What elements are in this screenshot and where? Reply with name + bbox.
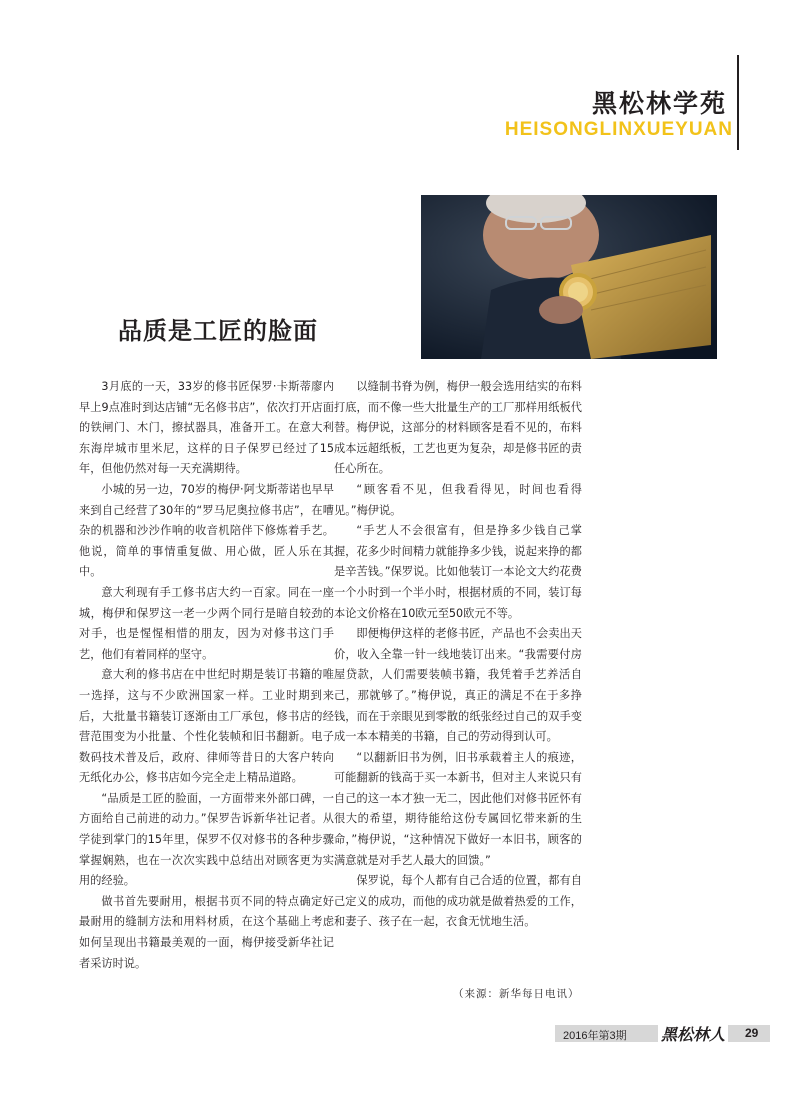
paragraph: “以翻新旧书为例，旧书承载着主人的痕迹，可能翻新的钱高于买一本新书，但对主人来说只有自己的这一本才独一无二，因此他们对修书匠怀有很大的希望，期待能给这份专属回忆带来新的生命，”梅伊说，“这种情况下做好一本旧书，顾客的满意就是对手艺人最大的回馈。”: [334, 750, 582, 867]
paragraph: 小城的另一边，70岁的梅伊·阿戈斯蒂诺也早早来到自己经营了30年的“罗马尼奥拉修书店”，在嘈杂的机器和沙沙作响的收音机陪伴下修炼着手艺。他说，简单的事情重复做、用心做，匠人乐在其中。: [79, 482, 334, 579]
paragraph: “品质是工匠的脸面，一方面带来外部口碑，一方面给自己前进的动力。”保罗告诉新华社记者。从学徒到掌门的15年里，保罗不仅对修书的各种步骤掌握娴熟，也在一次次实践中总结出对顾客更为实用的经验。: [79, 791, 334, 888]
article-source: （来源：新华每日电讯）: [453, 988, 580, 1000]
paragraph: “手艺人不会很富有，但是挣多少钱自己掌握，花多少时间精力就能挣多少钱，说起来挣的都是辛苦钱。”保罗说。比如他装订一本论文大约花费一个小时到一个半小时，根据材质的不同，装订每本论文价格在10欧元至50欧元不等。: [334, 524, 582, 620]
header-rule: [737, 55, 739, 150]
column-title-pinyin: HEISONGLINXUEYUAN: [504, 119, 733, 140]
article-photo: [421, 195, 717, 359]
paragraph: “顾客看不见，但我看得见，时间也看得见。”梅伊说。: [334, 482, 582, 517]
issue-label: 2016年第3期: [563, 1030, 627, 1042]
column-title: 黑松林学苑: [591, 89, 727, 118]
paragraph: 意大利的修书店在中世纪时期是装订书籍的唯一选择，这与不少欧洲国家一样。工业时期到来后，大批量书籍装订逐渐由工厂承包，修书店的经营范围变为小批量、个性化装帧和旧书翻新。电子数码技术普及后，政府、律师等昔日的大客户转向无纸化办公，修书店如今完全走上精品道路。: [79, 668, 334, 785]
paragraph: 以缝制书脊为例，梅伊一般会选用结实的布料打底，而不像一些大批量生产的工厂那样用纸板代替。梅伊说，这部分的材料顾客是看不见的，布料成本远超纸板，工艺也更为复杂，却是修书匠的责任心所在。: [334, 380, 582, 476]
paragraph: 3月底的一天，33岁的修书匠保罗·卡斯蒂廖内早上9点准时到达店铺“无名修书店”，依次打开店面的铁闸门、木门，擦拭器具，准备开工。在意大利东海岸城市里米尼，这样的日子保罗已经过了15年，但他仍然对每一天充满期待。: [79, 380, 334, 476]
paragraph: 做书首先要耐用，根据书页不同的特点确定好最耐用的缝制方法和用料材质，在这个基础上考虑如何呈现出书籍最美观的一面，梅伊接受新华社记者采访时说。: [79, 894, 334, 970]
paragraph: 意大利现有手工修书店大约一百家。同在一座城，梅伊和保罗这一老一少两个同行是暗自较劲的对手，也是惺惺相惜的朋友，因为对修书这门手艺，他们有着同样的坚守。: [79, 585, 334, 661]
magazine-logo: 黑松林人: [658, 1022, 728, 1045]
article-column-right: [334, 377, 582, 933]
article-column-left: [79, 377, 334, 974]
paragraph: 保罗说，每个人都有自己合适的位置，都有自己定义的成功，而他的成功就是做着热爱的工作，和妻子、孩子在一起，衣食无忧地生活。: [334, 874, 582, 929]
article-title: 品质是工匠的脸面: [118, 316, 318, 345]
page-number: 29: [745, 1026, 759, 1040]
paragraph: 即便梅伊这样的老修书匠，产品也不会卖出天价，收入全靠一针一线地装订出来。“我需要付房屋贷款，人们需要装帧书籍，我凭着手艺养活自己，那就够了。”梅伊说，真正的满足不在于多挣钱，而在于亲眼见到零散的纸张经过自己的双手变成一本本精美的书籍，自己的劳动得到认可。: [334, 627, 582, 744]
